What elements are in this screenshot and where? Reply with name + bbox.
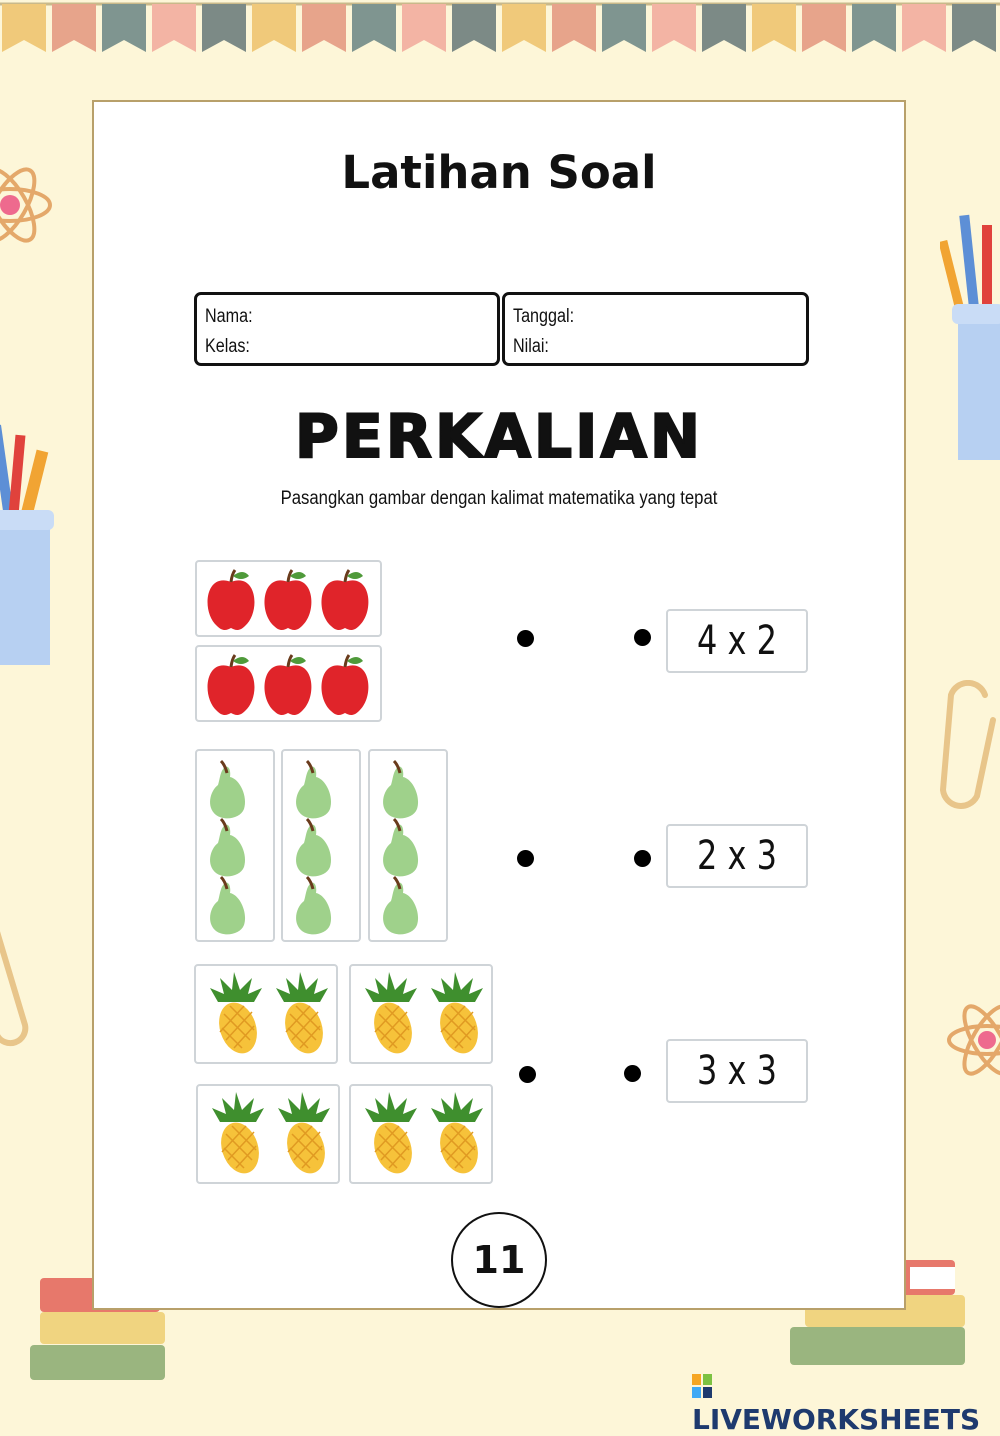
pineapple-group-card [349, 1084, 493, 1184]
answer-text: 2 x 3 [697, 833, 777, 879]
pineapple-group-card [194, 964, 338, 1064]
pineapple-icons [198, 1086, 338, 1182]
answer-text: 4 x 2 [697, 618, 777, 664]
instruction-text: Pasangkan gambar dengan kalimat matematika yang tepat [280, 488, 718, 509]
class-label: Kelas: [205, 336, 250, 357]
pencil-cup-icon [940, 210, 1000, 460]
atom-icon [942, 985, 1000, 1095]
pineapple-icons [196, 966, 336, 1062]
match-dot-right[interactable] [634, 850, 651, 867]
date-score-box [502, 292, 809, 366]
pear-group-card [195, 749, 275, 942]
section-heading: PERKALIAN [294, 402, 704, 472]
brand-text: LIVEWORKSHEETS [692, 1403, 981, 1436]
date-label: Tanggal: [513, 306, 575, 327]
pear-group-card [368, 749, 448, 942]
apple-icons [197, 562, 380, 635]
liveworksheets-logo-icon [692, 1374, 712, 1398]
match-dot-left[interactable] [517, 630, 534, 647]
pencil-cup-icon [0, 415, 65, 665]
bunting-decoration [0, 0, 1000, 70]
answer-box [666, 824, 808, 888]
worksheet-page [92, 100, 906, 1310]
score-label: Nilai: [513, 336, 549, 357]
liveworksheets-logo [692, 1370, 1000, 1436]
match-dot-right[interactable] [624, 1065, 641, 1082]
answer-box [666, 609, 808, 673]
apple-icons [197, 647, 380, 720]
match-dot-left[interactable] [517, 850, 534, 867]
paperclip-icon [935, 680, 1000, 820]
paperclip-icon [0, 915, 50, 1055]
match-dot-left[interactable] [519, 1066, 536, 1083]
pear-icons [197, 751, 273, 940]
answer-box [666, 1039, 808, 1103]
pineapple-group-card [349, 964, 493, 1064]
page-title: Latihan Soal [341, 146, 657, 199]
pineapple-icons [351, 1086, 491, 1182]
pineapple-group-card [196, 1084, 340, 1184]
pear-icons [370, 751, 446, 940]
page-number: 11 [451, 1212, 547, 1308]
pear-icons [283, 751, 359, 940]
apple-group-card [195, 560, 382, 637]
atom-icon [0, 145, 70, 265]
student-info-box [194, 292, 500, 366]
pineapple-icons [351, 966, 491, 1062]
apple-group-card [195, 645, 382, 722]
match-dot-right[interactable] [634, 629, 651, 646]
pear-group-card [281, 749, 361, 942]
answer-text: 3 x 3 [697, 1048, 777, 1094]
name-label: Nama: [205, 306, 253, 327]
